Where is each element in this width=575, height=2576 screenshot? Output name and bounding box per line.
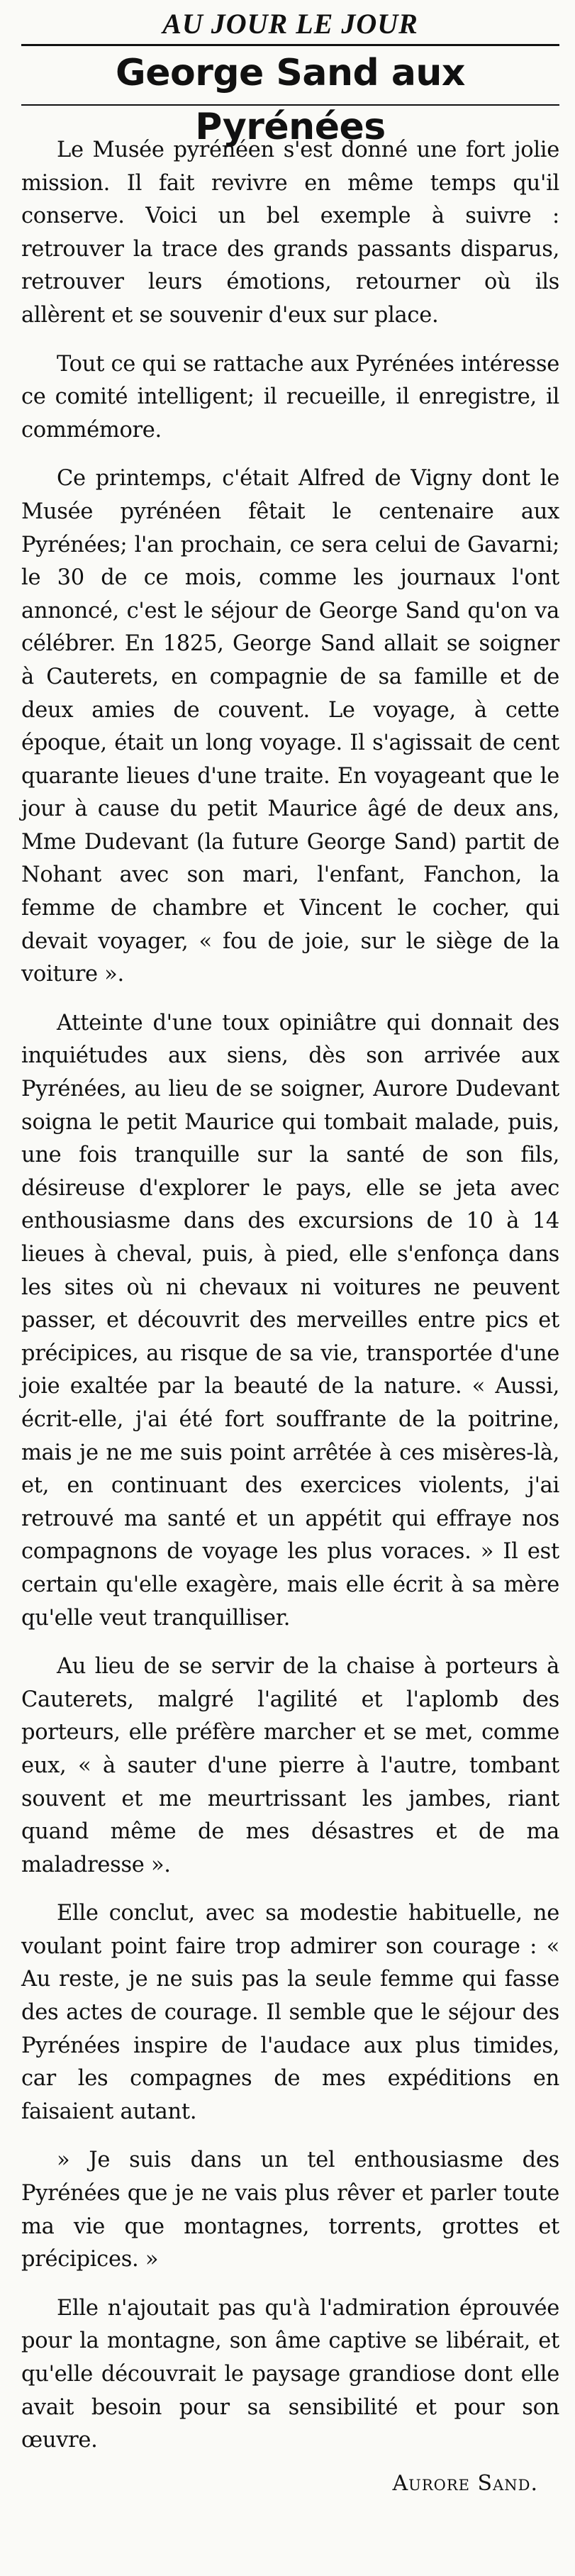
paragraph-6: Elle conclut, avec sa modestie habituelle, ne voulant point faire trop admirer son courage : « Au reste, je ne suis pas la seule femme qui fasse des actes de courage. Il semble que le séjour des Pyrénées inspire de l'audace aux plus timides, car les compagnes de mes expéditions en faisaient autant. bbox=[21, 1901, 559, 2124]
paragraph-5: Au lieu de se servir de la chaise à porteurs à Cauterets, malgré l'agilité et l'aplomb des porteurs, elle préfère marcher et se met, comme eux, « à sauter d'une pierre à l'autre, tombant souvent et me meurtrissant les jambes, riant quand même de mes désastres et de ma maladresse ». bbox=[21, 1654, 559, 1877]
article-title: George Sand aux Pyrénées bbox=[116, 52, 465, 148]
paragraph-1: Le Musée pyrénéen s'est donné une fort jolie mission. Il fait revivre en même temps qu'il conserve. Voici un bel exemple à suivre : retrouver la trace des grands passants disparus, retrouver leurs émotions, retourner où ils allèrent et se souvenir d'eux sur place. bbox=[21, 138, 559, 328]
paragraph-2: Tout ce qui se rattache aux Pyrénées intéresse ce comité intelligent; il recueille, il enregistre, il commémore. bbox=[21, 351, 559, 443]
paragraph-3: Ce printemps, c'était Alfred de Vigny dont le Musée pyrénéen fêtait le centenaire aux Pyrénées; l'an prochain, ce sera celui de Gavarni; le 30 de ce mois, comme les journaux l'ont annoncé, c'est le séjour de George Sand qu'on va célébrer. En 1825, George Sand allait se soigner à Cauterets, en compagnie de sa famille et de deux amies de couvent. Le voyage, à cette époque, était un long voyage. Il s'agissait de cent quarante lieues d'une traite. En voyageant que le jour à cause du petit Maurice âgé de deux ans, Mme Dudevant (la future George Sand) partit de Nohant avec son mari, l'enfant, Fanchon, la femme de chambre et Vincent le cocher, qui devait voyager, « fou de joie, sur le siège de la voiture ». bbox=[21, 466, 559, 987]
article-body bbox=[21, 134, 559, 2458]
column-rubric: AU JOUR LE JOUR bbox=[162, 8, 418, 40]
paragraph-7: » Je suis dans un tel enthousiasme des Pyrénées que je ne vais plus rêver et parler toute ma vie que montagnes, torrents, grottes et précipices. » bbox=[21, 2148, 559, 2272]
paragraph-8: Elle n'ajoutait pas qu'à l'admiration éprouvée pour la montagne, son âme captive se libérait, et qu'elle découvrait le paysage grandiose dont elle avait besoin pour sa sensibilité et pour son œuvre. bbox=[21, 2295, 559, 2453]
paragraph-4: Atteinte d'une toux opiniâtre qui donnait des inquiétudes aux siens, dès son arrivée aux Pyrénées, au lieu de se soigner, Aurore Dudevant soigna le petit Maurice qui tombait malade, puis, une fois tranquille sur la santé de son fils, désireuse d'explorer le pays, elle se jeta avec enthousiasme dans des excursions de 10 à 14 lieues à cheval, puis, à pied, elle s'enfonça dans les sites où ni chevaux ni voitures ne peuvent passer, et découvrit des merveilles entre pics et précipices, au risque de sa vie, transportée d'une joie exaltée par la beauté de la nature. « Aussi, écrit-elle, j'ai été fort souffrante de la poitrine, mais je ne me suis point arrêtée à ces misères-là, et, en continuant des exercices violents, j'ai retrouvé ma santé et un appétit qui effraye nos compagnons de voyage les plus voraces. » Il est certain qu'elle exagère, mais elle écrit à sa mère qu'elle veut tranquilliser. bbox=[21, 1010, 559, 1631]
author-signature: Aurore Sand. bbox=[392, 2470, 538, 2496]
